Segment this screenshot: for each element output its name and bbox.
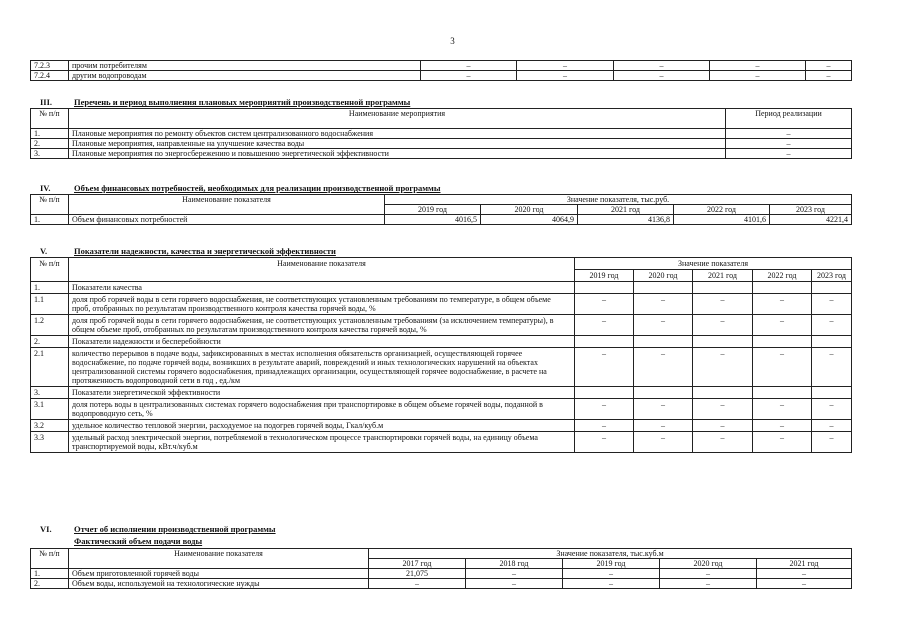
col-header-no: № п/п [31,258,69,282]
empty-cell [753,336,812,348]
page-number: 3 [450,36,455,46]
row-name: удельный расход электрической энергии, потребляемой в технологическом процессе транспортировки горячей воды, на единицу объема транспортируемой воды, кВт.ч/куб.м [69,432,575,453]
section-6-subtitle: Фактический объем подачи воды [74,536,203,546]
col-header-no: № п/п [31,549,69,569]
row-value: – [369,579,466,589]
row-value: – [614,61,710,71]
col-header-value: Значение показателя, тыс.куб.м [369,549,852,559]
empty-cell [575,336,634,348]
empty-cell [693,282,753,294]
table-row [31,420,852,432]
row-number: 1. [31,215,69,225]
row-value: – [812,420,852,432]
section-4-heading: IV. Объем финансовых потребностей, необходимых для реализации производственной программы [40,183,441,193]
planned-measures-table [30,108,852,159]
row-value: – [634,420,693,432]
row-value: – [634,294,693,315]
row-number: 3. [31,387,69,399]
row-number: 7.2.4 [31,71,69,81]
row-number: 2. [31,579,69,589]
row-value: – [634,315,693,336]
table-row [31,61,852,71]
table-row [31,315,852,336]
section-6-heading: VI. Отчет об исполнении производственной программы [40,524,276,534]
row-value: – [575,294,634,315]
empty-cell [812,387,852,399]
empty-cell [575,387,634,399]
group-row [31,336,852,348]
row-name: доля проб горячей воды в сети горячего водоснабжения, не соответствующих установленным требованиям (за исключением температуры), в общем объеме проб, отобранных по результатам производственного контроля качества горячей воды, % [69,315,575,336]
row-value: – [753,315,812,336]
row-number: 3.2 [31,420,69,432]
year-header: 2019 год [575,270,634,282]
row-value: – [575,399,634,420]
empty-cell [634,336,693,348]
row-value: – [753,348,812,387]
row-value: – [563,579,660,589]
col-header-indicator: Наименование показателя [69,195,385,215]
year-header: 2023 год [812,270,852,282]
row-number: 2. [31,139,69,149]
table-row [31,399,852,420]
continuation-table [30,60,852,81]
row-value: – [812,432,852,453]
row-period: – [726,149,852,159]
empty-cell [753,387,812,399]
row-value: 4221,4 [770,215,852,225]
col-header-period: Период реализации [726,109,852,129]
col-header-value: Значение показателя, тыс.руб. [385,195,852,205]
row-value: – [575,348,634,387]
row-value: – [693,348,753,387]
actual-water-supply-table [30,548,852,589]
year-header: 2023 год [770,205,852,215]
col-header-value: Значение показателя [575,258,852,270]
row-value: – [812,294,852,315]
col-header-no: № п/п [31,195,69,215]
col-header-indicator: Наименование показателя [69,549,369,569]
col-header-no: № п/п [31,109,69,129]
year-header: 2017 год [369,559,466,569]
row-number: 3. [31,149,69,159]
row-value: – [660,579,757,589]
empty-cell [693,336,753,348]
row-value: – [693,294,753,315]
empty-cell [575,282,634,294]
section-5-heading: V. Показатели надежности, качества и энергетической эффективности [40,246,336,256]
row-value: – [806,71,852,81]
table-row [31,579,852,589]
row-value: – [421,61,517,71]
row-number: 1. [31,282,69,294]
table-row [31,139,852,149]
row-value: – [517,61,614,71]
empty-cell [812,282,852,294]
row-number: 2. [31,336,69,348]
year-header: 2021 год [757,559,852,569]
row-name: количество перерывов в подаче воды, зафиксированных в местах исполнения обязательств организацией, осуществляющей горячее водоснабжение, по подаче горячей воды, возникших в результате аварий, повреждений и иных технологических нарушений на объектах централизованной системы горячего водоснабжения, принадлежащих организации, осуществляющей горячее водоснабжение, в расчете на протяженность водопроводной сети в год , ед./км [69,348,575,387]
row-value: – [614,71,710,81]
section-3-heading: III. Перечень и период выполнения плановых мероприятий производственной программы [40,97,411,107]
row-value: 4136,8 [578,215,674,225]
row-name: Плановые мероприятия по ремонту объектов систем централизованного водоснабжения [69,129,726,139]
row-value: – [466,579,563,589]
year-header: 2020 год [660,559,757,569]
year-header: 2021 год [578,205,674,215]
row-value: – [634,399,693,420]
row-value: – [575,432,634,453]
row-name: удельное количество тепловой энергии, расходуемое на подогрев горячей воды, Гкал/куб.м [69,420,575,432]
row-name: Объем приготовленной горячей воды [69,569,369,579]
row-period: – [726,139,852,149]
row-name: Объем финансовых потребностей [69,215,385,225]
row-value: – [466,569,563,579]
group-row [31,387,852,399]
empty-cell [753,282,812,294]
table-row [31,71,852,81]
row-value: – [693,315,753,336]
empty-cell [812,336,852,348]
row-value: – [806,61,852,71]
row-value: – [710,71,806,81]
row-name: другим водопроводам [69,71,421,81]
row-name: Показатели надежности и бесперебойности [69,336,575,348]
row-name: прочим потребителям [69,61,421,71]
row-value: – [693,420,753,432]
table-row [31,348,852,387]
row-name: Плановые мероприятия, направленные на улучшение качества воды [69,139,726,149]
reliability-indicators-table [30,257,852,453]
row-name: Объем воды, используемой на технологические нужды [69,579,369,589]
row-value: 4101,6 [674,215,770,225]
row-value: – [753,399,812,420]
row-value: 4016,5 [385,215,481,225]
row-value: – [693,432,753,453]
row-number: 2.1 [31,348,69,387]
table-row [31,432,852,453]
row-number: 1.2 [31,315,69,336]
financial-needs-table [30,194,852,225]
year-header: 2022 год [753,270,812,282]
year-header: 2022 год [674,205,770,215]
empty-cell [693,387,753,399]
row-number: 7.2.3 [31,61,69,71]
year-header: 2021 год [693,270,753,282]
row-value: – [575,420,634,432]
table-row [31,569,852,579]
row-period: – [726,129,852,139]
row-value: – [693,399,753,420]
empty-cell [634,282,693,294]
row-number: 3.1 [31,399,69,420]
group-row [31,282,852,294]
row-value: – [812,348,852,387]
row-name: Показатели энергетической эффективности [69,387,575,399]
row-value: – [517,71,614,81]
table-row [31,294,852,315]
year-header: 2019 год [385,205,481,215]
row-value: – [710,61,806,71]
row-value: – [812,399,852,420]
row-value: – [421,71,517,81]
row-value: – [753,420,812,432]
row-name: Показатели качества [69,282,575,294]
table-row [31,215,852,225]
row-name: доля потерь воды в централизованных системах горячего водоснабжения при транспортировке в общем объеме горячей воды, поданной в водопроводную сеть, % [69,399,575,420]
row-number: 1. [31,569,69,579]
row-number: 3.3 [31,432,69,453]
year-header: 2020 год [481,205,578,215]
row-name: доля проб горячей воды в сети горячего водоснабжения, не соответствующих установленным требованиям по температуре, в общем объеме проб, отобранных по результатам производственного контроля качества горячей воды, % [69,294,575,315]
col-header-measure: Наименование мероприятия [69,109,726,129]
row-value: – [575,315,634,336]
row-value: – [563,569,660,579]
row-value: – [757,579,852,589]
row-number: 1.1 [31,294,69,315]
row-value: – [753,294,812,315]
empty-cell [634,387,693,399]
row-value: – [634,348,693,387]
table-row [31,129,852,139]
year-header: 2019 год [563,559,660,569]
table-row [31,149,852,159]
row-value: – [757,569,852,579]
row-value: – [660,569,757,579]
year-header: 2018 год [466,559,563,569]
row-value: 21,075 [369,569,466,579]
row-value: – [634,432,693,453]
row-name: Плановые мероприятия по энергосбережению и повышению энергетической эффективности [69,149,726,159]
col-header-indicator: Наименование показателя [69,258,575,282]
row-value: – [753,432,812,453]
row-value: – [812,315,852,336]
row-number: 1. [31,129,69,139]
row-value: 4064,9 [481,215,578,225]
year-header: 2020 год [634,270,693,282]
